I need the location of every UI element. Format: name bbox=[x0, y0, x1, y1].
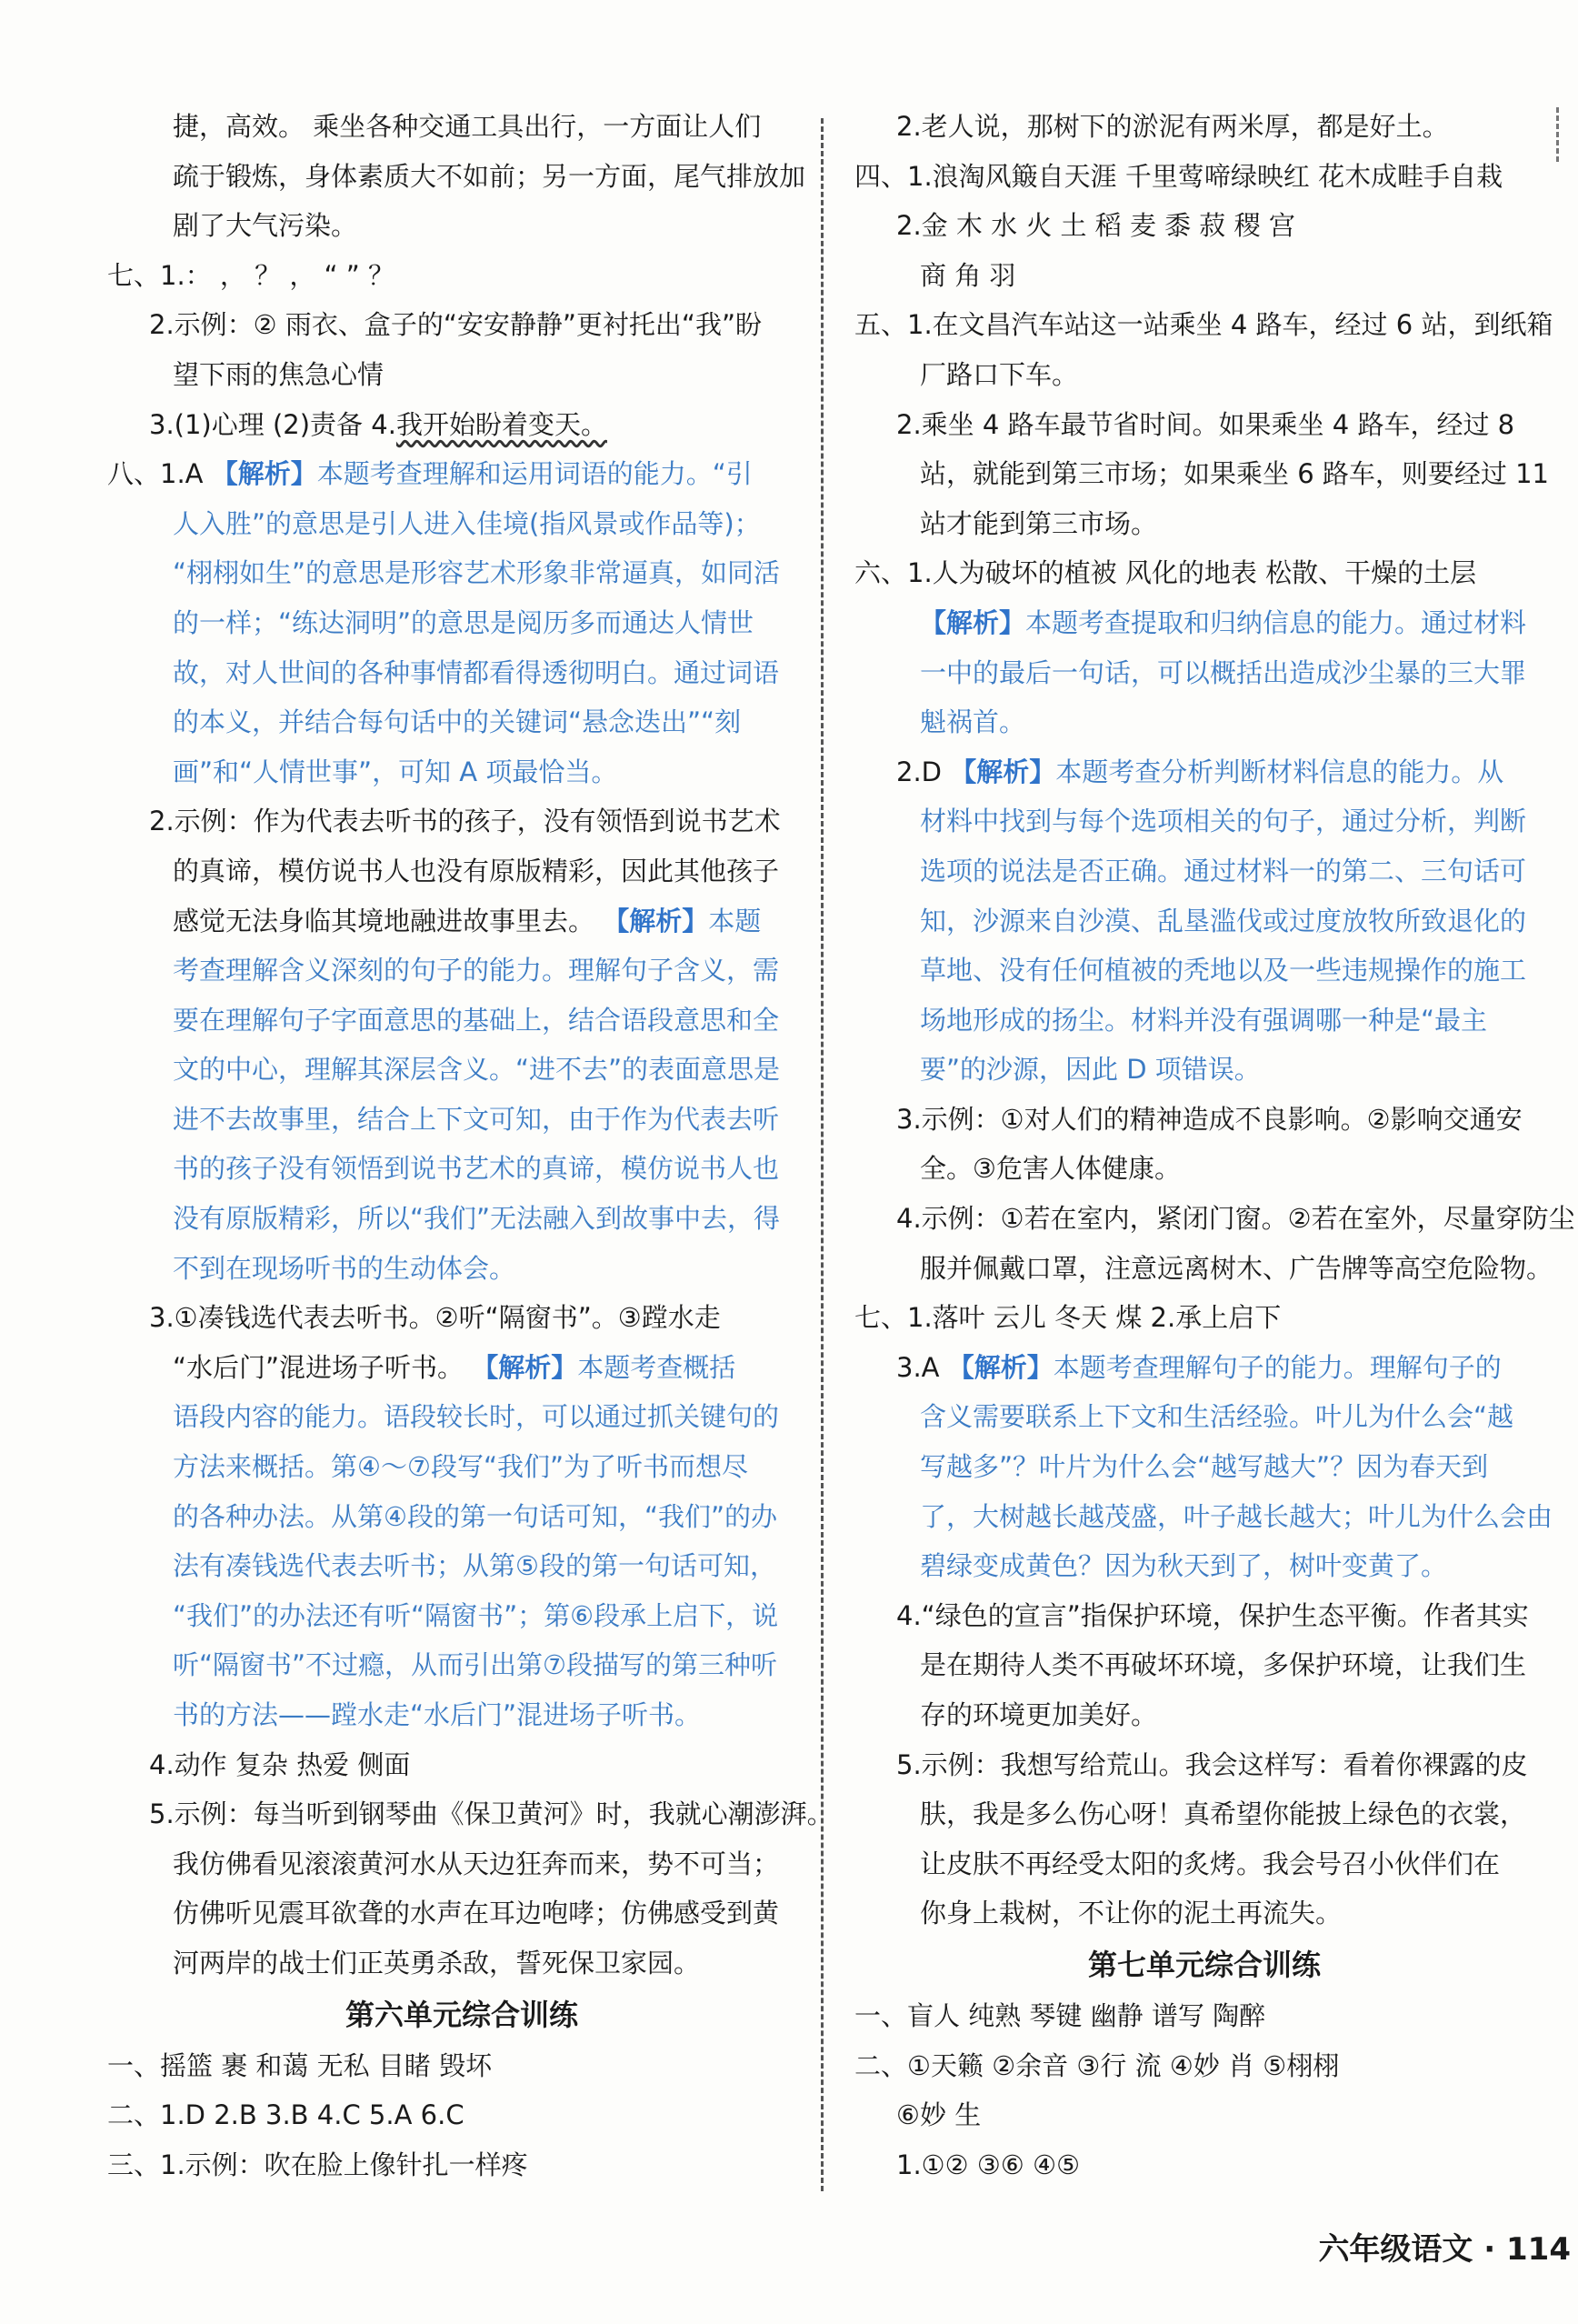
line-text: 一、盲人 纯熟 琴键 幽静 谱写 陶醉 bbox=[854, 1999, 1266, 2031]
line-text: 厂路口下车。 bbox=[920, 358, 1079, 390]
answer-line bbox=[854, 796, 1554, 846]
answer-line bbox=[107, 1194, 816, 1244]
line-text: ⑥妙 生 bbox=[896, 2099, 982, 2131]
line-text: 一、摇篮 裹 和蔼 无私 目睹 毁坏 bbox=[107, 2049, 493, 2081]
answer-line bbox=[854, 697, 1554, 747]
analysis-text: 本题考查理解和运用词语的能力。“引 bbox=[316, 458, 753, 490]
analysis-tag: 【解析】 bbox=[947, 1351, 1054, 1383]
edge-divider bbox=[1556, 107, 1559, 162]
line-text: 八、1.A bbox=[107, 458, 212, 490]
line-text: 是在期待人类不再破坏环境，多保护环境，让我们生 bbox=[920, 1649, 1527, 1681]
line-text: 2.D bbox=[896, 756, 951, 787]
line-text: 人入胜”的意思是引人进入佳境(指风景或作品等)； bbox=[173, 507, 761, 539]
answer-line bbox=[854, 846, 1554, 897]
line-text: 书的方法——蹚水走“水后门”混进场子听书。 bbox=[173, 1699, 702, 1730]
line-text: 法有凑钱选代表去听书；从第⑤段的第一句话可知， bbox=[173, 1550, 776, 1582]
right-tail-lines bbox=[854, 1991, 1554, 2189]
analysis-text: 本题考查提取和归纳信息的能力。通过材料 bbox=[1025, 606, 1527, 638]
line-text: 2.老人说，那树下的淤泥有两米厚，都是好土。 bbox=[896, 111, 1449, 142]
analysis-text: 本题考查概括 bbox=[577, 1351, 736, 1383]
unit7-heading: 第七单元综合训练 bbox=[1087, 1947, 1321, 1982]
answer-line bbox=[107, 350, 816, 400]
line-text: 画”和“人情世事”，可知 A 项最恰当。 bbox=[173, 756, 618, 787]
analysis-tag: 【解析】 bbox=[603, 905, 709, 937]
analysis-tag: 【解析】 bbox=[920, 606, 1026, 638]
answer-line bbox=[107, 1343, 816, 1393]
line-text: 存的环境更加美好。 bbox=[920, 1699, 1158, 1730]
answer-line bbox=[854, 152, 1554, 202]
line-text: “水后门”混进场子听书。 bbox=[173, 1351, 473, 1383]
answer-line bbox=[107, 400, 816, 450]
answer-line bbox=[107, 152, 816, 202]
line-text: 肤，我是多么伤心呀！真希望你能披上绿色的衣裳， bbox=[920, 1798, 1527, 1830]
line-text: 书的孩子没有领悟到说书艺术的真谛，模仿说书人也 bbox=[173, 1153, 780, 1185]
answer-line bbox=[854, 499, 1554, 549]
answer-line bbox=[107, 251, 816, 301]
answer-line bbox=[107, 1293, 816, 1343]
answer-line bbox=[854, 1839, 1554, 1889]
answer-line bbox=[107, 1442, 816, 1492]
answer-line bbox=[107, 1690, 816, 1740]
answer-line bbox=[107, 2090, 816, 2140]
answer-line bbox=[854, 598, 1554, 648]
answer-line bbox=[107, 897, 816, 947]
line-text: 我仿佛看见滚滚黄河水从天边狂奔而来，势不可当； bbox=[173, 1848, 780, 1879]
line-text: 要在理解句子字面意思的基础上，结合语段意思和全 bbox=[173, 1004, 780, 1036]
answer-line bbox=[854, 548, 1554, 598]
answer-line bbox=[107, 1144, 816, 1194]
answer-line bbox=[107, 648, 816, 698]
line-text: 故，对人世间的各种事情都看得透彻明白。通过词语 bbox=[173, 656, 780, 688]
line-text: 听“隔窗书”不过瘾，从而引出第⑦段描写的第三种听 bbox=[173, 1649, 778, 1681]
line-text: 七、1.落叶 云儿 冬天 煤 2.承上启下 bbox=[854, 1302, 1282, 1334]
line-text: 草地、没有任何植被的秃地以及一些违规操作的施工 bbox=[920, 955, 1527, 987]
right-column bbox=[854, 102, 1575, 2189]
answer-line bbox=[107, 996, 816, 1046]
line-text: 魁祸首。 bbox=[920, 706, 1026, 738]
line-text: 剧了大气污染。 bbox=[173, 210, 358, 242]
answer-line bbox=[854, 1144, 1554, 1194]
line-text: 进不去故事里，结合上下文可知，由于作为代表去听 bbox=[173, 1103, 780, 1135]
line-text: 七、1.： ， ？ ， “ ” ？ bbox=[107, 259, 395, 291]
answer-line bbox=[854, 1293, 1554, 1343]
line-text: 场地形成的扬尘。材料并没有强调哪一种是“最主 bbox=[920, 1004, 1488, 1036]
answer-line bbox=[107, 697, 816, 747]
line-text: 了，大树越长越茂盛，叶子越长越大；叶儿为什么会由 bbox=[920, 1500, 1553, 1532]
line-text: 全。③危害人体健康。 bbox=[920, 1153, 1181, 1185]
answer-line bbox=[854, 1343, 1554, 1393]
answer-line bbox=[854, 1640, 1554, 1690]
answer-line bbox=[854, 251, 1554, 301]
line-text: 疏于锻炼，身体素质大不如前；另一方面，尾气排放加 bbox=[173, 160, 806, 192]
line-text: 2.示例：作为代表去听书的孩子，没有领悟到说书艺术 bbox=[149, 806, 781, 837]
line-text: 站，就能到第三市场；如果乘坐 6 路车，则要经过 11 bbox=[920, 458, 1550, 490]
answer-line bbox=[854, 1740, 1554, 1790]
left-answer-lines bbox=[107, 102, 834, 1988]
answer-line bbox=[854, 1690, 1554, 1740]
line-text: 5.示例：每当听到钢琴曲《保卫黄河》时，我就心潮澎湃。 bbox=[149, 1798, 834, 1830]
line-text: 4.示例：①若在室内，紧闭门窗。②若在室外，尽量穿防尘 bbox=[896, 1203, 1575, 1235]
answer-line bbox=[854, 1095, 1554, 1145]
answer-line bbox=[107, 300, 816, 350]
line-text: 感觉无法身临其境地融进故事里去。 bbox=[173, 905, 604, 937]
line-text: 要”的沙源，因此 D 项错误。 bbox=[920, 1054, 1261, 1086]
answer-line bbox=[854, 1991, 1554, 2041]
line-text: 4.“绿色的宣言”指保护环境，保护生态平衡。作者其实 bbox=[896, 1599, 1529, 1631]
answer-line bbox=[854, 102, 1554, 152]
line-text: 不到在现场听书的生动体会。 bbox=[173, 1252, 516, 1284]
line-text: 四、1.浪淘风簸自天涯 千里莺啼绿映红 花木成畦手自栽 bbox=[854, 160, 1503, 192]
line-text: 二、①天籁 ②余音 ③行 流 ④妙 肖 ⑤栩栩 bbox=[854, 2049, 1340, 2081]
answer-line bbox=[107, 1095, 816, 1145]
answer-line bbox=[107, 1244, 816, 1294]
answer-line bbox=[854, 1888, 1554, 1938]
line-text: 服并佩戴口罩，注意远离树木、广告牌等高空危险物。 bbox=[920, 1252, 1553, 1284]
line-text: “我们”的办法还有听“隔窗书”；第⑥段承上启下，说 bbox=[173, 1599, 779, 1631]
line-text: 的真谛，模仿说书人也没有原版精彩，因此其他孩子 bbox=[173, 855, 780, 887]
analysis-tag: 【解析】 bbox=[472, 1351, 578, 1383]
line-text: 望下雨的焦急心情 bbox=[173, 358, 385, 390]
analysis-text: 本题 bbox=[708, 905, 762, 937]
answer-line bbox=[107, 102, 816, 152]
column-divider bbox=[821, 118, 824, 2191]
answer-line bbox=[107, 2140, 816, 2190]
line-text: 考查理解含义深刻的句子的能力。理解句子含义，需 bbox=[173, 955, 780, 987]
answer-line bbox=[854, 1591, 1554, 1641]
line-text: 1.①② ③⑥ ④⑤ bbox=[896, 2149, 1081, 2180]
answer-line bbox=[854, 1392, 1554, 1442]
answer-line bbox=[107, 1938, 816, 1988]
line-text: 写越多”？叶片为什么会“越写越大”？因为春天到 bbox=[920, 1451, 1489, 1483]
answer-line bbox=[854, 1194, 1575, 1244]
answer-line bbox=[107, 747, 816, 797]
answer-line bbox=[107, 1839, 816, 1889]
line-text: 仿佛听见震耳欲聋的水声在耳边咆哮；仿佛感受到黄 bbox=[173, 1898, 780, 1929]
answer-line bbox=[107, 946, 816, 996]
answer-line bbox=[107, 499, 816, 549]
answer-line bbox=[854, 1541, 1554, 1591]
line-text: 河两岸的战士们正英勇杀敌，誓死保卫家园。 bbox=[173, 1947, 701, 1978]
answer-line bbox=[854, 1442, 1554, 1492]
line-text: 让皮肤不再经受太阳的炙烤。我会号召小伙伴们在 bbox=[920, 1848, 1501, 1879]
line-text: 材料中找到与每个选项相关的句子，通过分析，判断 bbox=[920, 806, 1527, 837]
line-text: 你身上栽树，不让你的泥土再流失。 bbox=[920, 1898, 1343, 1929]
answer-line bbox=[854, 400, 1554, 450]
line-text: 4.动作 复杂 热爱 侧面 bbox=[149, 1748, 411, 1780]
unit6-heading: 第六单元综合训练 bbox=[345, 1997, 578, 2032]
answer-line bbox=[854, 996, 1554, 1046]
line-text: 的本义，并结合每句话中的关键词“悬念迭出”“刻 bbox=[173, 706, 742, 738]
answer-line bbox=[107, 1392, 816, 1442]
answer-line bbox=[854, 201, 1554, 251]
underlined-answer: 我开始盼着变天。 bbox=[395, 408, 607, 440]
answer-line bbox=[854, 300, 1554, 350]
line-text: 三、1.示例：吹在脸上像针扎一样疼 bbox=[107, 2149, 528, 2180]
answer-line bbox=[854, 2140, 1554, 2190]
line-text: 3.A bbox=[896, 1351, 948, 1383]
answer-line bbox=[107, 1888, 816, 1938]
answer-line bbox=[107, 1492, 816, 1542]
answer-line bbox=[107, 1789, 834, 1839]
right-answer-lines bbox=[854, 102, 1575, 1938]
answer-line bbox=[854, 1244, 1554, 1294]
line-text: 2.金 木 水 火 土 稻 麦 黍 菽 稷 宫 bbox=[896, 210, 1295, 242]
line-text: 商 角 羽 bbox=[920, 259, 1016, 291]
answer-line bbox=[854, 747, 1554, 797]
line-text: 捷，高效。 乘坐各种交通工具出行，一方面让人们 bbox=[173, 111, 762, 142]
line-text: 六、1.人为破坏的植被 风化的地表 松散、干燥的土层 bbox=[854, 557, 1477, 589]
line-text: 选项的说法是否正确。通过材料一的第二、三句话可 bbox=[920, 855, 1527, 887]
line-text: 文的中心，理解其深层含义。“进不去”的表面意思是 bbox=[173, 1054, 781, 1086]
answer-line bbox=[107, 1591, 816, 1641]
answer-line bbox=[107, 598, 816, 648]
answer-line bbox=[854, 1789, 1554, 1839]
line-text: “栩栩如生”的意思是形容艺术形象非常逼真，如同活 bbox=[173, 557, 781, 589]
line-text: 语段内容的能力。语段较长时，可以通过抓关键句的 bbox=[173, 1401, 780, 1433]
left-tail-lines bbox=[107, 2041, 816, 2190]
answer-line bbox=[107, 846, 816, 897]
answer-line bbox=[107, 1740, 816, 1790]
answer-line bbox=[854, 2090, 1554, 2140]
answer-line bbox=[107, 1045, 816, 1095]
line-text: 碧绿变成黄色？因为秋天到了，树叶变黄了。 bbox=[920, 1550, 1448, 1582]
answer-line bbox=[854, 897, 1554, 947]
answer-line bbox=[107, 796, 816, 846]
analysis-tag: 【解析】 bbox=[950, 756, 1056, 787]
answer-line bbox=[107, 1541, 816, 1591]
answer-line bbox=[107, 449, 816, 499]
line-text: 的各种办法。从第④段的第一句话可知，“我们”的办 bbox=[173, 1500, 778, 1532]
answer-line bbox=[107, 201, 816, 251]
page-footer: 六年级语文 · 114 bbox=[1298, 2222, 1578, 2277]
line-text: 一中的最后一句话，可以概括出造成沙尘暴的三大罪 bbox=[920, 656, 1527, 688]
line-text: 的一样；“练达洞明”的意思是阅历多而通达人情世 bbox=[173, 606, 754, 638]
answer-line bbox=[107, 548, 816, 598]
answer-line bbox=[107, 2041, 816, 2091]
answer-line bbox=[854, 2041, 1554, 2091]
line-text: 知，沙源来自沙漠、乱垦滥伐或过度放牧所致退化的 bbox=[920, 905, 1527, 937]
analysis-text: 本题考查分析判断材料信息的能力。从 bbox=[1055, 756, 1504, 787]
answer-line bbox=[854, 1045, 1554, 1095]
line-text: 站才能到第三市场。 bbox=[920, 507, 1158, 539]
line-text: 5.示例：我想写给荒山。我会这样写：看着你裸露的皮 bbox=[896, 1748, 1528, 1780]
line-text: 方法来概括。第④～⑦段写“我们”为了听书而想尽 bbox=[173, 1451, 749, 1483]
answer-line bbox=[854, 946, 1554, 996]
line-text: 3.①凑钱选代表去听书。②听“隔窗书”。③蹚水走 bbox=[149, 1302, 721, 1334]
analysis-tag: 【解析】 bbox=[211, 458, 317, 490]
line-text: 2.乘坐 4 路车最节省时间。如果乘坐 4 路车，经过 8 bbox=[896, 408, 1515, 440]
line-text: 五、1.在文昌汽车站这一站乘坐 4 路车，经过 6 站，到纸箱 bbox=[854, 309, 1553, 341]
answer-line bbox=[854, 648, 1554, 698]
answer-line bbox=[854, 350, 1554, 400]
left-column bbox=[107, 102, 834, 2189]
line-text: 3.(1)心理 (2)责备 4. bbox=[149, 408, 396, 440]
line-text: 3.示例：①对人们的精神造成不良影响。②影响交通安 bbox=[896, 1103, 1523, 1135]
line-text: 二、1.D 2.B 3.B 4.C 5.A 6.C bbox=[107, 2099, 464, 2131]
analysis-text: 本题考查理解句子的能力。理解句子的 bbox=[1053, 1351, 1502, 1383]
line-text: 2.示例：② 雨衣、盒子的“安安静静”更衬托出“我”盼 bbox=[149, 309, 762, 341]
line-text: 没有原版精彩，所以“我们”无法融入到故事中去，得 bbox=[173, 1203, 781, 1235]
answer-line bbox=[854, 1492, 1554, 1542]
line-text: 含义需要联系上下文和生活经验。叶儿为什么会“越 bbox=[920, 1401, 1514, 1433]
answer-line bbox=[107, 1640, 816, 1690]
answer-line bbox=[854, 449, 1554, 499]
